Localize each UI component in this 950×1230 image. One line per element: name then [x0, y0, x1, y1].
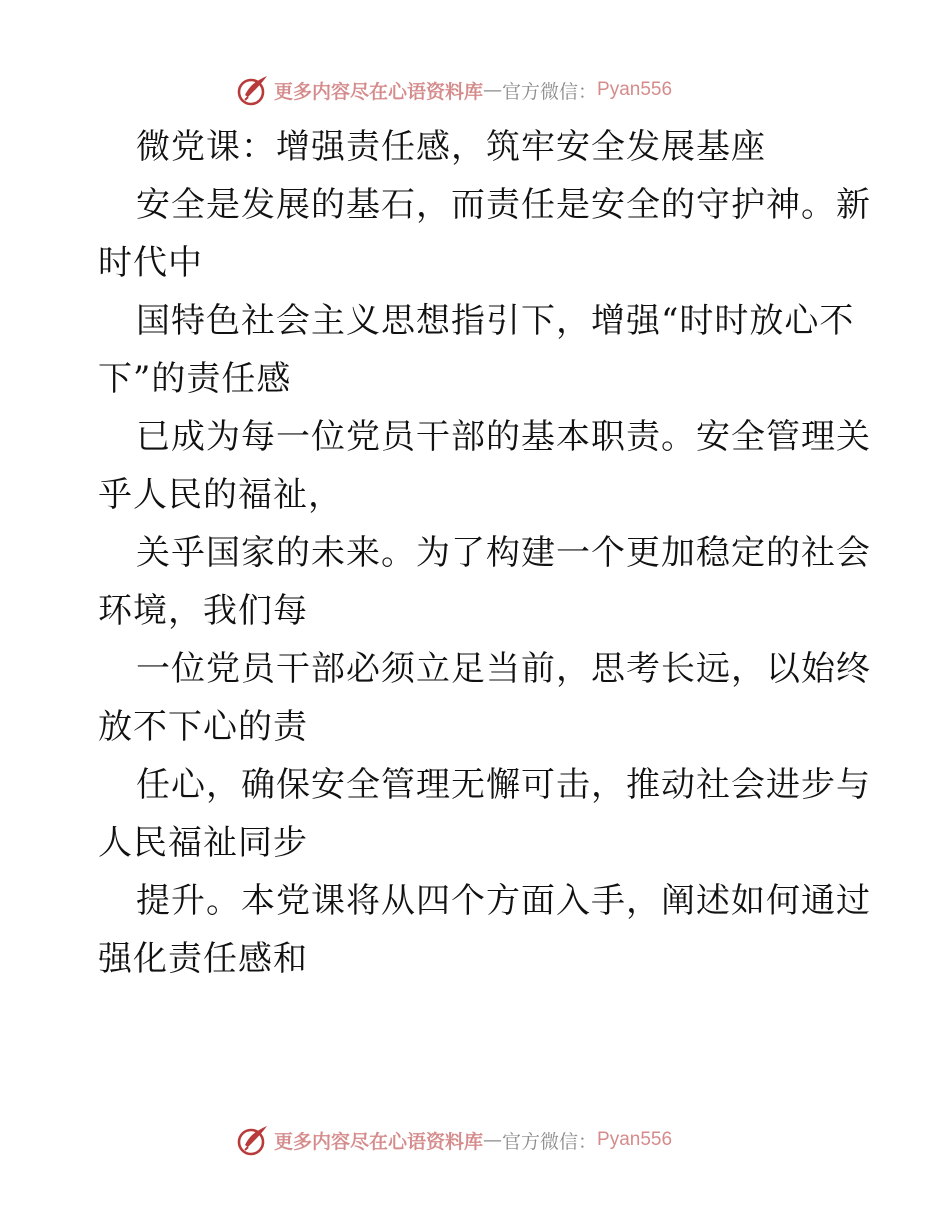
paragraph-line: 安全是发展的基石，而责任是安全的守护神。新 [136, 185, 871, 225]
paragraph-line: 一位党员干部必须立足当前，思考长远，以始终 [136, 649, 871, 689]
document-title: 微党课：增强责任感，筑牢安全发展基座 [136, 127, 766, 167]
watermark-wechat-id: Pyan556 [597, 79, 673, 100]
paragraph-line: 人民福祉同步 [98, 823, 308, 863]
pen-circle-logo-icon [236, 73, 270, 107]
paragraph-line: 强化责任感和 [98, 939, 308, 979]
paragraph-line: 时代中 [98, 243, 203, 283]
paragraph-line: 乎人民的福祉， [98, 475, 343, 515]
watermark-wechat-id: Pyan556 [597, 1129, 673, 1150]
watermark-title: 更多内容尽在心语资料库 [274, 1130, 484, 1153]
watermark-dash: — [483, 79, 503, 101]
paragraph-line: 环境，我们每 [98, 591, 308, 631]
watermark-dash: — [483, 1129, 503, 1151]
paragraph-line: 下”的责任感 [98, 359, 292, 399]
pen-circle-logo-icon [236, 1123, 270, 1157]
paragraph-line: 提升。本党课将从四个方面入手，阐述如何通过 [136, 881, 871, 921]
paragraph-line: 已成为每一位党员干部的基本职责。安全管理关 [136, 417, 871, 457]
watermark-wechat-label: 官方微信： [502, 1130, 598, 1153]
header-watermark [236, 72, 716, 108]
paragraph-line: 任心，确保安全管理无懈可击，推动社会进步与 [136, 765, 871, 805]
watermark-title: 更多内容尽在心语资料库 [274, 80, 484, 103]
footer-watermark [236, 1122, 716, 1158]
paragraph-line: 放不下心的责 [98, 707, 308, 747]
paragraph-line: 国特色社会主义思想指引下，增强“时时放心不 [136, 301, 855, 341]
watermark-wechat-label: 官方微信： [502, 80, 598, 103]
paragraph-line: 关乎国家的未来。为了构建一个更加稳定的社会 [136, 533, 871, 573]
document-body [98, 118, 871, 988]
